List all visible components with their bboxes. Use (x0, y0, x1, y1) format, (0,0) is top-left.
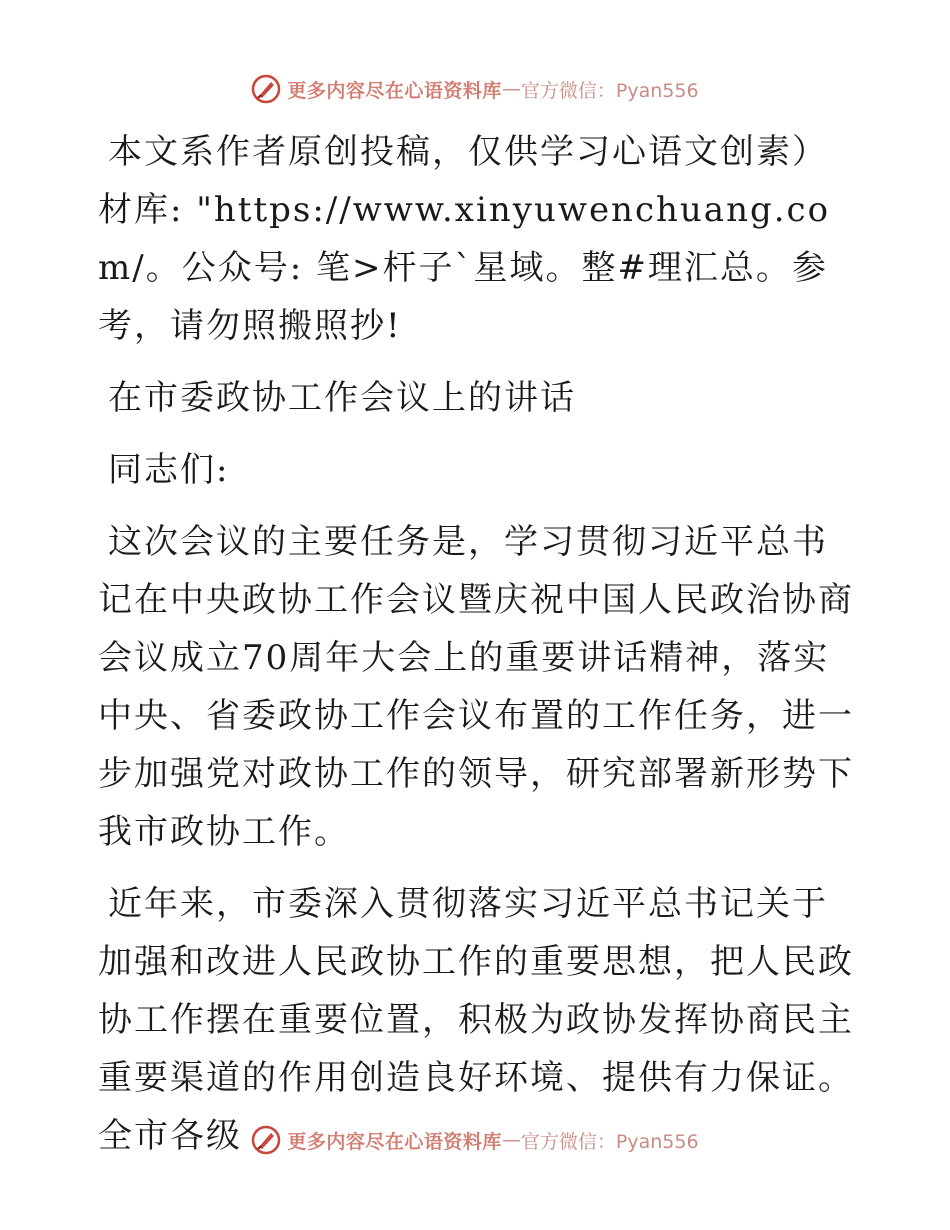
header-watermark-banner (0, 72, 950, 106)
banner-separator: — (501, 1129, 521, 1151)
body-paragraph: 这次会议的主要任务是，学习贯彻习近平总书记在中央政协工作会议暨庆祝中国人民政治协商会议成立70周年大会上的重要讲话精神，落实中央、省委政协工作会议布置的工作任务，进一步加强党对政协工作的领导，研究部署新形势下我市政协工作。 (98, 522, 854, 852)
banner-wechat-text: 官方微信：Pyan556 (520, 79, 699, 102)
copyright-notice: 本文系作者原创投稿，仅供学习心语文创素）材库: "https://www.xinyuwenchuang.com/。公众号: 笔>杆子`星域。整#理汇总。参考，请勿照搬照抄! (98, 132, 831, 346)
quill-logo-icon (251, 1125, 281, 1155)
speech-title: 在市委政协工作会议上的讲话 (108, 378, 576, 418)
salutation: 同志们: (108, 450, 230, 490)
body-paragraph: 近年来，市委深入贯彻落实习近平总书记关于加强和改进人民政协工作的重要思想，把人民政协工作摆在重要位置，积极为政协发挥协商民主重要渠道的作用创造良好环境、提供有力保证。全市各级 (98, 884, 854, 1156)
banner-main-text: 更多内容尽在心语资料库 (287, 1130, 502, 1153)
banner-wechat-text: 官方微信：Pyan556 (520, 1130, 699, 1153)
document-body (98, 123, 858, 1165)
banner-separator: — (501, 78, 521, 100)
footer-watermark-banner (0, 1123, 950, 1157)
banner-main-text: 更多内容尽在心语资料库 (287, 79, 502, 102)
quill-logo-icon (251, 74, 281, 104)
